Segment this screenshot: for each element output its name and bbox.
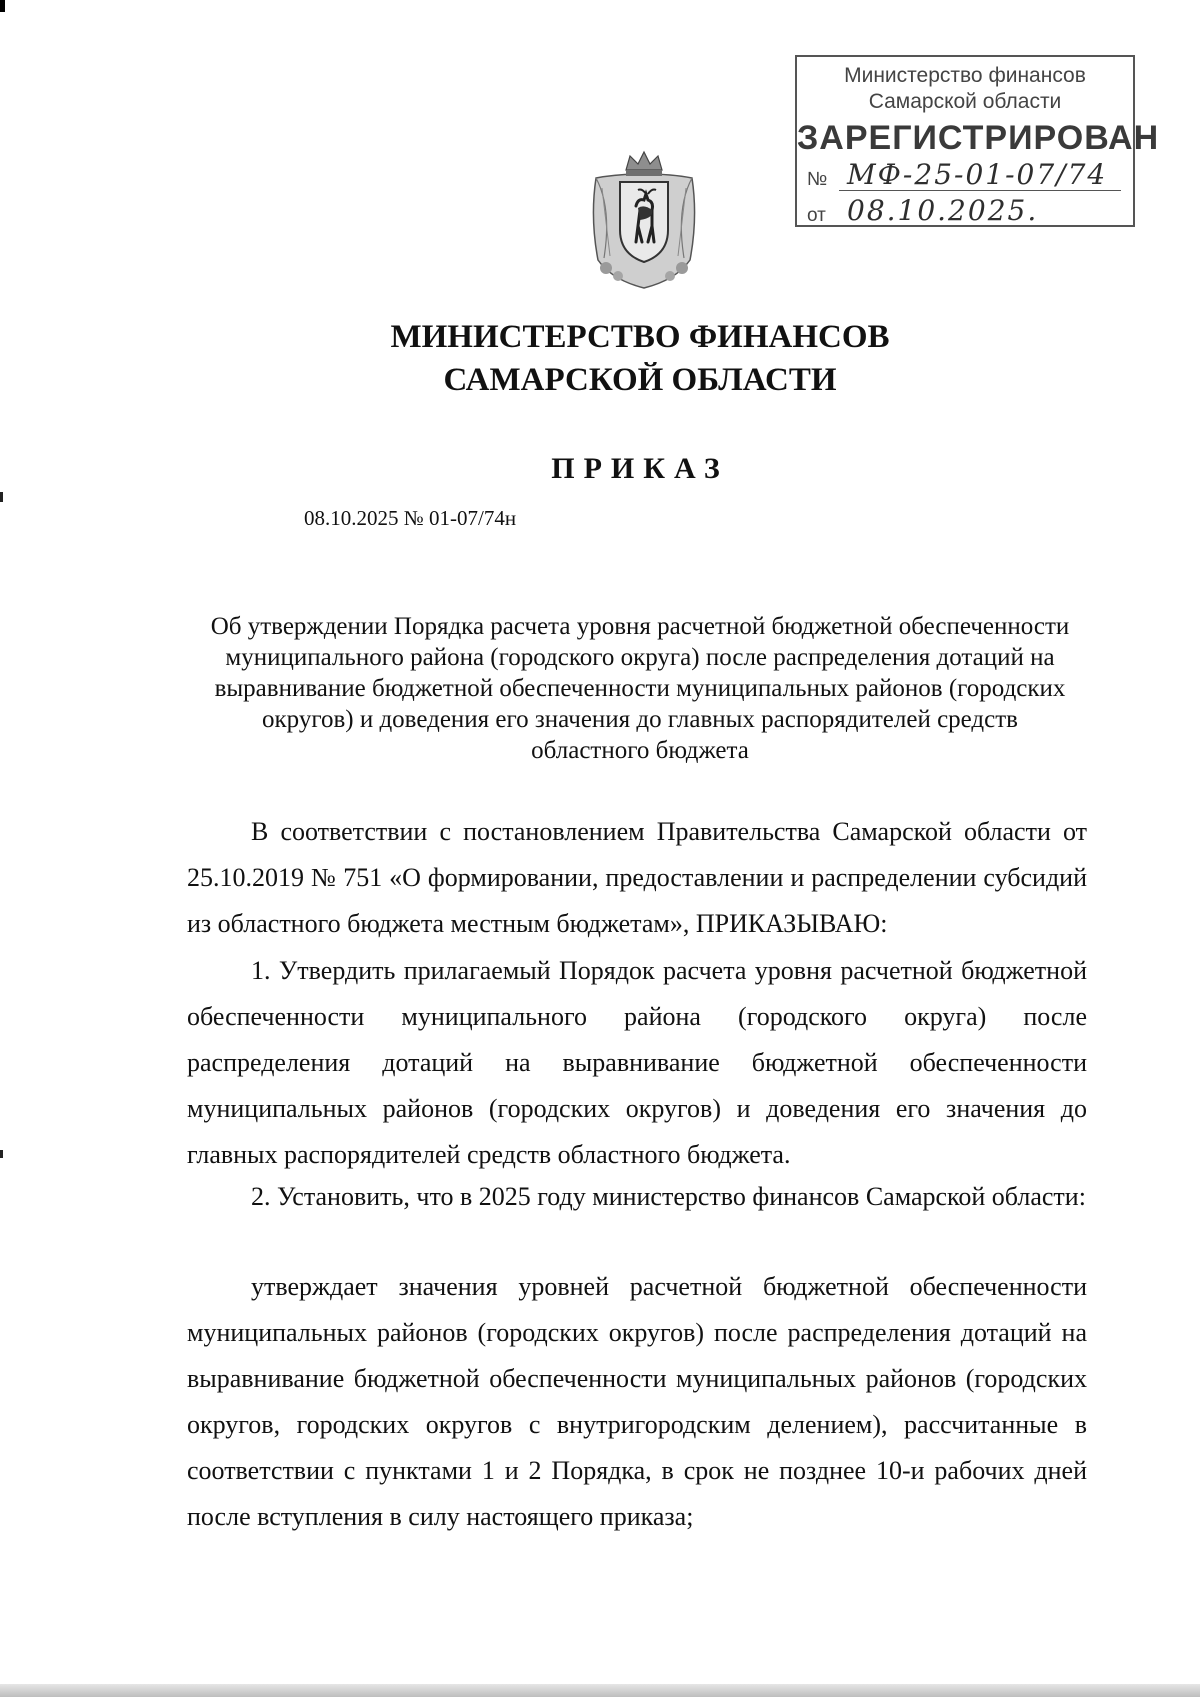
stamp-org-line2: Самарской области <box>868 90 1062 113</box>
order-date-number: 08.10.2025 № 01-07/74н <box>304 506 517 530</box>
stamp-date-label: от <box>807 205 826 226</box>
samara-coat-of-arms-icon <box>582 148 706 290</box>
preamble-paragraph <box>187 809 1087 947</box>
scan-edge-mark <box>0 1150 3 1158</box>
item1-text: 1. Утвердить прилагаемый Порядок расчета уровня расчетной бюджетной обеспеченности муниципального района (городского округа) после распределения дотаций на выравнивание бюджетной обеспеченности муниципальных районов (городских округов) и доведения его значения до главных распорядителей средств областного бюджета. <box>187 956 1087 1169</box>
preamble-text: В соответствии с постановлением Правительства Самарской области от 25.10.2019 № 751 «О формировании, предоставлении и распределении субсидий из областного бюджета местным бюджетам», ПРИКАЗЫВАЮ: <box>187 817 1087 938</box>
item2-sub1-paragraph <box>187 1264 1087 1540</box>
stamp-org-line1: Министерство финансов <box>844 64 1086 87</box>
ministry-title-line1: МИНИСТЕРСТВО ФИНАНСОВ <box>390 319 890 355</box>
stamp-number-handwritten: МФ-25-01-07/74 <box>847 158 1108 191</box>
scan-bottom-edge <box>0 1684 1200 1697</box>
item2-sub1-text: утверждает значения уровней расчетной бюджетной обеспеченности муниципальных районов (городских округов) после распределения дотаций на выравнивание бюджетной обеспеченности муниципальных районов (городских округов, городских округов с внутригородским делением), рассчитанные в соответствии с пунктами 1 и 2 Порядка, в срок не позднее 10-и рабочих дней после вступления в силу настоящего приказа; <box>187 1272 1087 1531</box>
item2-text: 2. Установить, что в 2025 году министерство финансов Самарской области: <box>251 1182 1086 1211</box>
item1-paragraph <box>187 948 1087 1178</box>
stamp-date-handwritten: 08.10.2025. <box>847 194 1039 227</box>
item2-paragraph <box>187 1174 1087 1220</box>
registration-stamp <box>795 55 1160 227</box>
scan-edge-mark <box>0 492 3 502</box>
stamp-date-row <box>807 194 1121 231</box>
document-type: ПРИКАЗ <box>551 452 729 485</box>
stamp-status: ЗАРЕГИСТРИРОВАН <box>797 119 1160 157</box>
ministry-title-line2: САМАРСКОЙ ОБЛАСТИ <box>443 362 837 398</box>
stamp-number-row <box>807 158 1121 195</box>
order-subject: Об утверждении Порядка расчета уровня расчетной бюджетной обеспеченности муниципального района (городского округа) после распределения дотаций на выравнивание бюджетной обеспеченности муниципальных районов (городских округов) и доведения его значения до главных распорядителей средств областного бюджета <box>210 613 1070 764</box>
scan-edge-mark <box>0 0 5 12</box>
stamp-number-label: № <box>807 169 828 190</box>
